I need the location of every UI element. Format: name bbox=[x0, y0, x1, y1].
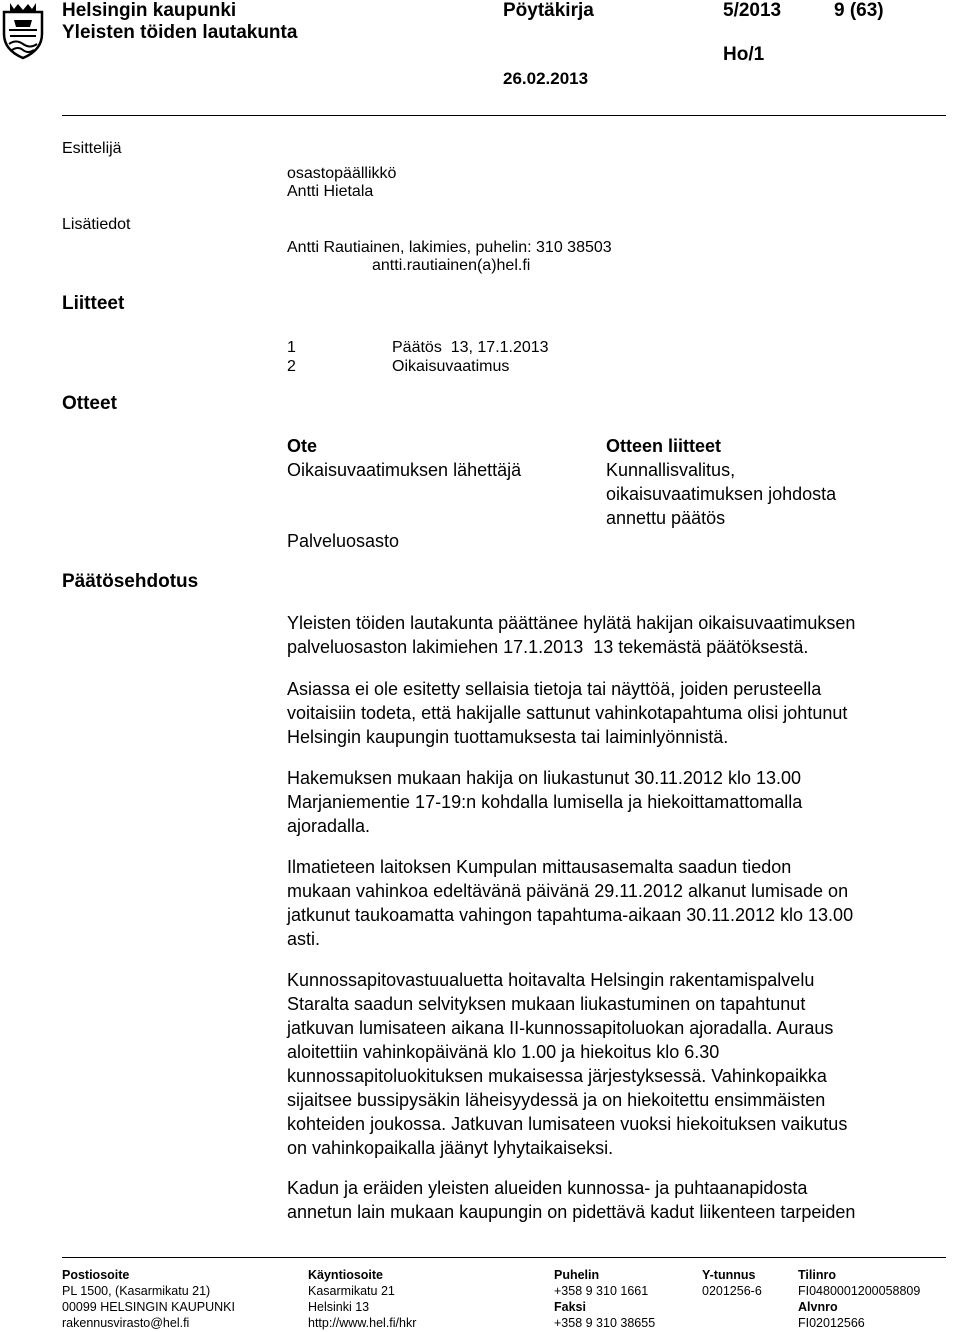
label-otteet: Otteet bbox=[62, 393, 117, 414]
body-paragraph bbox=[287, 677, 947, 749]
extract-heading: Ote bbox=[287, 436, 318, 456]
footer-heading: Tilinro bbox=[798, 1268, 836, 1282]
organization-name: Helsingin kaupunki bbox=[62, 0, 237, 21]
header-divider bbox=[62, 115, 946, 116]
body-paragraph bbox=[287, 968, 947, 1160]
footer-visiting bbox=[308, 1267, 416, 1331]
meeting-date: 26.02.2013 bbox=[503, 69, 589, 88]
footer-business-id bbox=[702, 1267, 762, 1299]
footer-account bbox=[798, 1267, 920, 1331]
footer-heading: Y-tunnus bbox=[702, 1268, 756, 1282]
footer-postal bbox=[62, 1267, 235, 1331]
attachment-title: Oikaisuvaatimus bbox=[392, 358, 510, 375]
paragraph-line: jatkunut taukoamatta vahingon tapahtuma-aikaan 30.11.2012 klo 13.00 bbox=[287, 905, 854, 925]
paragraph-line: annetun lain mukaan kaupungin on pidettävä kadut liikenteen tarpeiden bbox=[287, 1202, 856, 1222]
paragraph-line: Marjaniementie 17-19:n kohdalla lumisella ja hiekoittamattomalla bbox=[287, 792, 803, 812]
paragraph-line: Ilmatieteen laitoksen Kumpulan mittausasemalta saadun tiedon bbox=[287, 857, 792, 877]
paragraph-line: voitaisiin todeta, että hakijalle sattunut vahinkotapahtuma olisi johtunut bbox=[287, 703, 848, 723]
paragraph-line: Kunnossapitovastuualuetta hoitavalta Helsingin rakentamispalvelu bbox=[287, 970, 815, 990]
paragraph-line: Staralta saadun selvityksen mukaan liukastuminen on tapahtunut bbox=[287, 994, 806, 1014]
paragraph-line: Kadun ja eräiden yleisten alueiden kunnossa- ja puhtaanapidosta bbox=[287, 1178, 808, 1198]
label-esittelija: Esittelijä bbox=[62, 140, 122, 157]
paragraph-line: on vahinkopaikalla jäänyt lyhytaikaiseksi. bbox=[287, 1138, 614, 1158]
extract-attachment-line: oikaisuvaatimuksen johdosta bbox=[606, 484, 837, 504]
paragraph-line: kohteiden joukossa. Jatkuvan lumisateen vuoksi hiekoituksen vaikutus bbox=[287, 1114, 848, 1134]
paragraph-line: jatkuvan lumisateen aikana II-kunnossapitoluokan ajoradalla. Auraus bbox=[287, 1018, 834, 1038]
label-paatosehdotus: Päätösehdotus bbox=[62, 571, 199, 592]
paragraph-line: Helsingin kaupungin tuottamuksesta tai laiminlyönnistä. bbox=[287, 727, 729, 747]
footer-line: +358 9 310 38655 bbox=[554, 1316, 656, 1330]
body-paragraph bbox=[287, 855, 947, 951]
footer-divider bbox=[62, 1257, 946, 1258]
page-number: 9 (63) bbox=[834, 0, 884, 21]
paragraph-line: sijaitsee bussipysäkin läheisyydessä ja on hiekoitettu ensimmäisten bbox=[287, 1090, 826, 1110]
proposal-line: Yleisten töiden lautakunta päättänee hylätä hakijan oikaisuvaatimuksen bbox=[287, 613, 856, 633]
paragraph-line: Hakemuksen mukaan hakija on liukastunut 30.11.2012 klo 13.00 bbox=[287, 768, 802, 788]
footer-line: 00099 HELSINGIN KAUPUNKI bbox=[62, 1300, 235, 1314]
footer-line: Helsinki 13 bbox=[308, 1300, 370, 1314]
footer-url: http://www.hel.fi/hkr bbox=[308, 1316, 417, 1330]
footer-line: FI0480001200058809 bbox=[798, 1284, 921, 1298]
attachment-number: 2 bbox=[287, 358, 296, 375]
body-paragraph bbox=[287, 1176, 947, 1224]
paragraph-line: mukaan vahinkoa edeltävänä päivänä 29.11.2012 alkanut lumisade on bbox=[287, 881, 849, 901]
proposal-line: palveluosaston lakimiehen 17.1.2013 13 tekemästä päätöksestä. bbox=[287, 637, 809, 657]
label-lisatiedot: Lisätiedot bbox=[62, 216, 131, 233]
footer-phone bbox=[554, 1267, 655, 1331]
board-name: Yleisten töiden lautakunta bbox=[62, 22, 298, 43]
footer-heading: Puhelin bbox=[554, 1268, 600, 1282]
extract-attachment-line: annettu päätös bbox=[606, 508, 726, 528]
issue-number: 5/2013 bbox=[723, 0, 782, 21]
presenter-name: Antti Hietala bbox=[287, 183, 374, 200]
attachment-title: Päätös 13, 17.1.2013 bbox=[392, 339, 549, 356]
footer-line: PL 1500, (Kasarmikatu 21) bbox=[62, 1284, 211, 1298]
footer-line: 0201256-6 bbox=[702, 1284, 762, 1298]
extract-attachments-heading: Otteen liitteet bbox=[606, 436, 722, 456]
contact-line: Antti Rautiainen, lakimies, puhelin: 310 38503 bbox=[287, 239, 612, 256]
body-paragraph bbox=[287, 766, 947, 838]
footer-line: Kasarmikatu 21 bbox=[308, 1284, 395, 1298]
label-liitteet: Liitteet bbox=[62, 293, 125, 314]
footer-heading: Postiosoite bbox=[62, 1268, 130, 1282]
presenter-title: osastopäällikkö bbox=[287, 165, 397, 182]
contact-email: antti.rautiainen(a)hel.fi bbox=[372, 257, 531, 274]
proposal-paragraph bbox=[287, 611, 947, 659]
footer-subheading: Alvnro bbox=[798, 1300, 838, 1314]
footer-email: rakennusvirasto@hel.fi bbox=[62, 1316, 190, 1330]
footer-subheading: Faksi bbox=[554, 1300, 586, 1314]
section-code: Ho/1 bbox=[723, 44, 765, 65]
extract-recipient: Oikaisuvaatimuksen lähettäjä bbox=[287, 460, 522, 480]
extract-recipient: Palveluosasto bbox=[287, 531, 400, 551]
document-type: Pöytäkirja bbox=[503, 0, 594, 21]
extract-attachment-line: Kunnallisvalitus, bbox=[606, 460, 736, 480]
footer-line: FI02012566 bbox=[798, 1316, 865, 1330]
attachment-number: 1 bbox=[287, 339, 296, 356]
footer-line: +358 9 310 1661 bbox=[554, 1284, 649, 1298]
paragraph-line: aloitettiin vahinkopäivänä klo 1.00 ja hiekoitus klo 6.30 bbox=[287, 1042, 720, 1062]
helsinki-crest-logo bbox=[0, 0, 46, 60]
paragraph-line: ajoradalla. bbox=[287, 816, 371, 836]
paragraph-line: asti. bbox=[287, 929, 321, 949]
footer-heading: Käyntiosoite bbox=[308, 1268, 384, 1282]
paragraph-line: Asiassa ei ole esitetty sellaisia tietoja tai näyttöä, joiden perusteella bbox=[287, 679, 822, 699]
paragraph-line: kunnossapitoluokituksen mukaisessa järjestyksessä. Vahinkopaikka bbox=[287, 1066, 827, 1086]
